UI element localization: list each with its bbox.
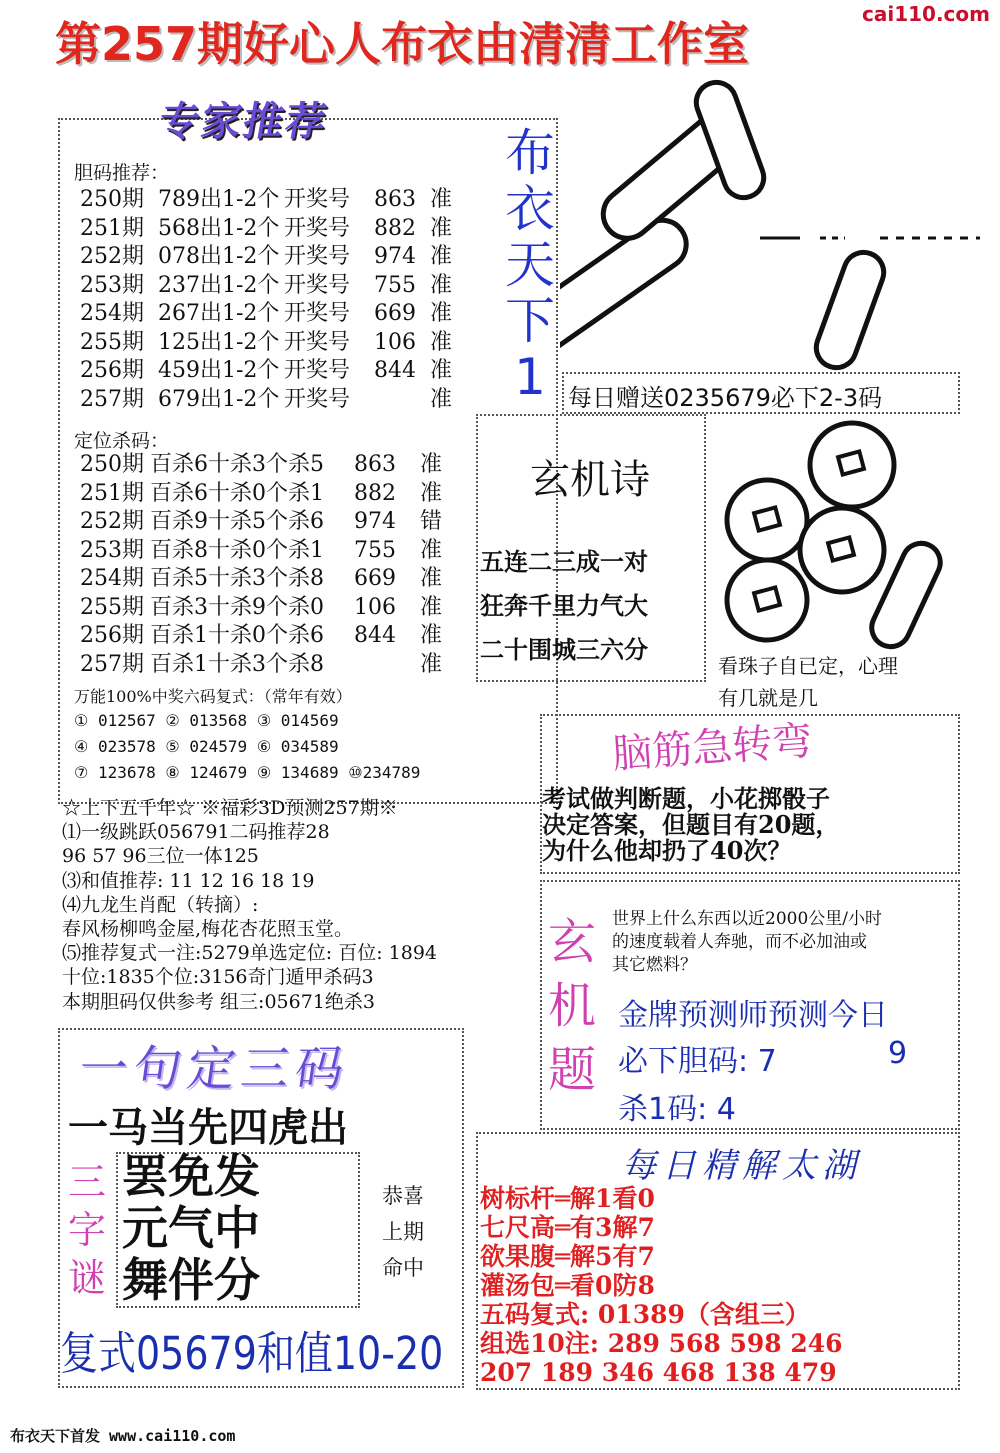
period: 253期 [80,537,144,563]
draw-label: 开奖号 [284,244,351,269]
draw-number: 882 [354,480,396,506]
kill-rule: 百杀6十杀3个杀5 [150,452,324,477]
kill-rule: 百杀9十杀5个杀6 [150,509,324,534]
draw-number: 863 [374,187,416,212]
buyi-char: 1 [514,348,546,406]
result: 准 [420,623,443,648]
poem-line: 狂奔千里力气大 [480,592,648,620]
congrats-line: 上期 [382,1220,424,1244]
kill-rule: 百杀3十杀9个杀0 [150,594,324,620]
draw-label: 开奖号 [284,329,351,355]
period: 255期 [80,329,144,355]
draw-number: 669 [354,566,396,591]
result: 准 [420,651,443,677]
six-code-line: ④ 023578 ⑤ 024579 ⑥ 034589 [74,737,339,756]
pick: 568出1-2个 [158,215,280,241]
poem-lines [480,540,648,672]
draw-number: 755 [374,272,416,298]
dan-code: 必下胆码: 7 [618,1044,777,1079]
draw-label: 开奖号 [284,272,351,298]
period: 256期 [80,358,144,383]
kill-rule: 百杀6十杀0个杀1 [150,480,324,506]
result: 错 [420,509,443,534]
period: 251期 [80,215,144,241]
draw-number: 844 [374,358,416,383]
period: 256期 [80,623,144,648]
period: 252期 [80,244,144,269]
pick: 679出1-2个 [158,386,280,412]
brain-text [542,786,839,864]
draw-number: 974 [354,509,396,534]
riddle-char: 三 [67,1160,106,1204]
history-line: 春风杨柳鸣金屋,梅花杏花照玉堂。 [62,918,354,941]
kill-rule: 百杀8十杀0个杀1 [150,537,324,563]
buyi-char: 衣 [505,180,555,238]
kill-table [80,451,460,679]
table-row [80,300,470,329]
table-row [80,565,460,594]
one-sentence-phrase: 一马当先四虎出 [68,1105,348,1151]
period: 250期 [80,452,144,477]
taihu-line: 七尺高═有3解7 [480,1213,655,1242]
xuanji-char: 题 [547,1042,596,1098]
pick: 078出1-2个 [158,244,280,269]
draw-label: 开奖号 [284,187,351,212]
buyi-vertical [495,125,565,405]
six-code-list [74,708,420,786]
table-row [80,243,470,272]
period: 252期 [80,509,144,534]
bead-bar-3 [811,247,890,373]
poem-line: 二十围城三六分 [480,636,648,664]
result: 准 [430,358,453,383]
buyi-char: 下 [505,292,555,350]
fushi-line: 复式05679和值10-20 [60,1326,444,1380]
draw-number: 974 [374,244,416,269]
xuanji-vertical [544,910,600,1102]
result: 准 [420,537,443,563]
gold-title: 金牌预测师预测今日 [618,998,888,1033]
history-line: 96 57 96三位一体125 [62,845,259,868]
riddle-word: 罢免发 [122,1149,260,1203]
history-line: ⑸推荐复式一注:5279单选定位: 百位: 1894 [62,942,437,965]
dan-code-second: 9 [888,1036,908,1071]
period: 254期 [80,566,144,591]
table-row [80,622,460,651]
riddle-vertical [64,1158,110,1302]
xuanji-char: 机 [547,978,596,1034]
result: 准 [420,480,443,506]
six-code-label: 万能100%中奖六码复式：（常年有效） [74,687,352,706]
xuanji-question-line: 其它燃料？ [612,955,697,975]
history-line: ⑶和值推荐: 11 12 16 18 19 [62,869,315,892]
congrats-line: 命中 [382,1256,424,1280]
pick: 267出1-2个 [158,301,280,326]
dan-label: 胆码推荐： [74,162,170,184]
xuanji-question-line: 的速度载着人奔驰，而不必加油或 [612,932,867,952]
draw-number: 882 [374,215,416,241]
taihu-line: 树标杆═解1看0 [480,1184,655,1213]
period: 251期 [80,480,144,506]
period: 250期 [80,187,144,212]
riddle-word: 舞伴分 [122,1253,260,1307]
draw-label: 开奖号 [284,301,351,326]
result: 准 [430,244,453,269]
history-line: ☆上下五千年☆ ※福彩3D预测257期※ [62,797,398,819]
draw-number: 669 [374,301,416,326]
poem-note-line: 有几就是几 [718,686,818,710]
result: 准 [430,301,453,326]
table-row [80,480,460,509]
period: 257期 [80,651,144,677]
history-line: ⑷九龙生肖配（转摘）: [62,893,259,916]
history-line: ⑴一级跳跃056791二码推荐28 [62,821,330,844]
draw-number [374,386,430,415]
table-row [80,594,460,623]
table-row [80,329,470,358]
congrats [382,1178,424,1286]
draw-label: 开奖号 [284,215,351,241]
taihu-lines [480,1184,843,1387]
draw-label: 开奖号 [284,358,351,383]
taihu-title: 每日精解太湖 [622,1146,862,1186]
expert-heading: 专家推荐 [155,99,332,145]
page-title: 第257期好心人布衣由清清工作室 [55,17,750,71]
dan-table [80,186,470,414]
kill-rule: 百杀1十杀0个杀6 [150,623,324,648]
buyi-char: 天 [505,236,555,294]
footer: 布衣天下首发 www.cai110.com [10,1427,236,1445]
one-sentence-title: 一句定三码 [75,1041,354,1097]
kill-label: 定位杀码： [74,430,170,452]
xuanji-question-line: 世界上什么东西以近2000公里/小时 [612,909,882,929]
period: 254期 [80,301,144,326]
pick: 125出1-2个 [158,329,280,355]
table-row [80,651,460,680]
table-row [80,451,460,480]
buyi-char: 布 [505,124,555,182]
result: 准 [430,187,453,212]
daily-gift: 每日赠送0235679必下2-3码 [568,384,883,412]
riddle-char: 谜 [67,1256,106,1300]
taihu-line: 灌汤包═看0防8 [480,1271,655,1300]
history-line: 十位:1835个位:3156奇门遁甲杀码3 [62,966,374,989]
table-row [80,386,470,415]
poem-title: 玄机诗 [530,457,650,503]
table-row [80,357,470,386]
pick: 789出1-2个 [158,187,280,212]
brain-line: 为什么他却扔了40次？ [542,836,792,865]
poem-note [718,650,898,714]
table-row [80,537,460,566]
result: 准 [420,594,443,620]
table-row [80,272,470,301]
taihu-line: 207 189 346 468 138 479 [480,1358,837,1387]
result: 准 [430,329,453,355]
six-code-line: ⑦ 123678 ⑧ 124679 ⑨ 134689 ⑩234789 [74,763,421,782]
beads-illustration [560,70,990,380]
draw-label: 开奖号 [284,386,351,412]
draw-number: 844 [354,623,396,648]
xuanji-char: 玄 [547,914,596,970]
taihu-line: 组选10注: 289 568 598 246 [480,1329,843,1358]
result: 准 [430,272,453,298]
brain-title: 脑筋急转弯 [610,718,814,778]
pick: 237出1-2个 [158,272,280,298]
draw-number: 755 [354,537,396,563]
result: 准 [420,452,443,477]
table-row [80,508,460,537]
result: 准 [430,386,453,412]
brain-line: 考试做判断题，小花掷骰子 [542,784,830,813]
table-row [80,215,470,244]
brain-line: 决定答案，但题目有20题， [542,810,840,839]
period: 257期 [80,386,144,412]
site-logo[interactable]: cai110.com [862,2,990,26]
period: 253期 [80,272,144,298]
taihu-line: 五码复式: 01389（含组三） [480,1300,810,1329]
period: 255期 [80,594,144,620]
draw-number [354,651,420,680]
coins-illustration [712,420,972,650]
xuanji-question [612,908,882,977]
riddle-word: 元气中 [122,1201,260,1255]
draw-number: 863 [354,452,396,477]
congrats-line: 恭喜 [382,1184,424,1208]
taihu-line: 欲果腹═解5有7 [480,1242,655,1271]
kill-rule: 百杀1十杀3个杀8 [150,651,324,677]
result: 准 [430,215,453,241]
result: 准 [420,566,443,591]
six-code-line: ① 012567 ② 013568 ③ 014569 [74,711,339,730]
poem-line: 五连二三成一对 [480,548,648,576]
history-block [62,796,437,1014]
poem-note-line: 看珠子自已定，心理 [718,654,898,678]
pick: 459出1-2个 [158,358,280,383]
table-row [80,186,470,215]
history-line: 本期胆码仅供参考 组三:05671绝杀3 [62,990,375,1013]
draw-number: 106 [374,329,416,355]
draw-number: 106 [354,594,396,620]
kill-rule: 百杀5十杀3个杀8 [150,566,324,591]
kill-code: 杀1码: 4 [618,1092,736,1127]
riddle-words [122,1150,260,1306]
riddle-char: 字 [67,1208,106,1252]
